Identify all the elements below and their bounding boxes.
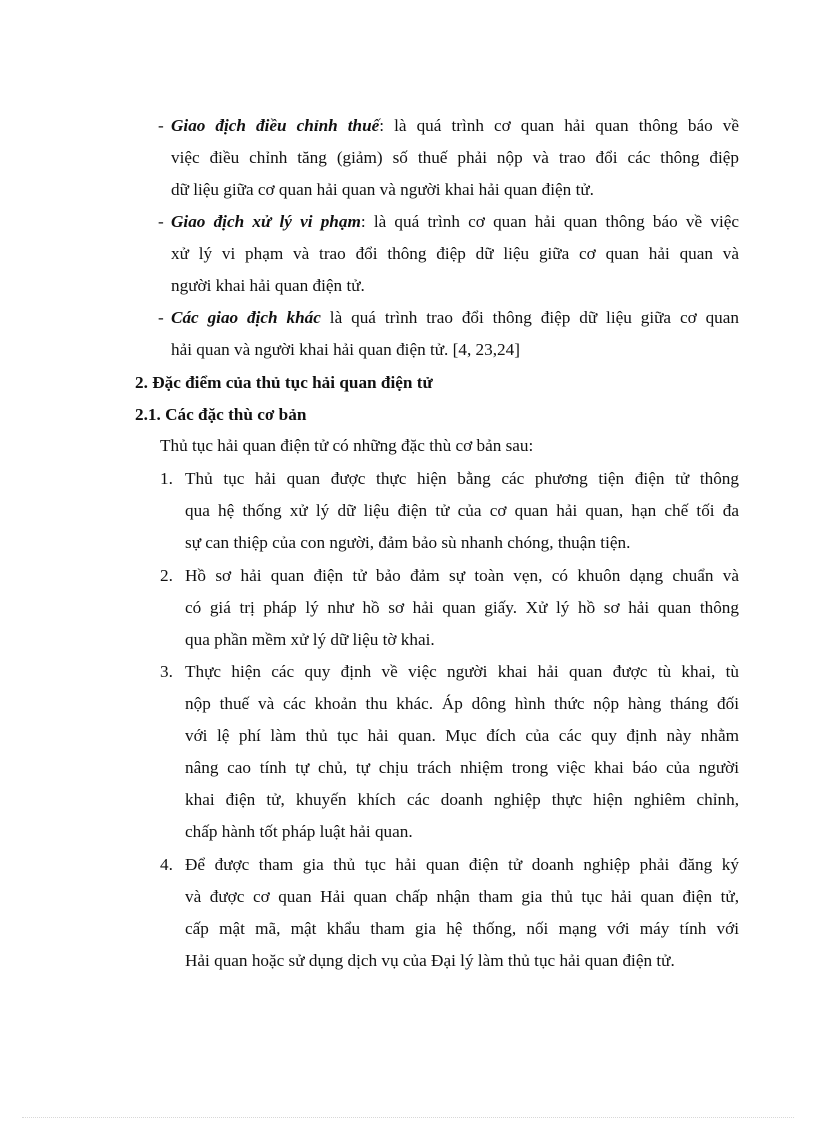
- bullet-dash: -: [158, 116, 164, 135]
- list-line: và được cơ quan Hải quan chấp nhận tham gia thủ tục hải quan điện tử,: [185, 887, 739, 906]
- subsection-heading: 2.1. Các đặc thù cơ bản: [135, 405, 307, 424]
- bullet-dash: -: [158, 308, 164, 327]
- page-bottom-divider: [22, 1117, 794, 1118]
- list-number: 3.: [160, 662, 173, 681]
- list-line: sự can thiệp của con người, đảm bảo sù nhanh chóng, thuận tiện.: [185, 533, 631, 552]
- list-line: có giá trị pháp lý như hồ sơ hải quan giấy. Xử lý hồ sơ hải quan thông: [185, 598, 739, 617]
- list-line: chấp hành tốt pháp luật hải quan.: [185, 822, 413, 841]
- list-line: khai điện tử, khuyến khích các doanh nghiệp thực hiện nghiêm chỉnh,: [185, 790, 739, 809]
- bullet-term: Các giao địch khác: [171, 308, 321, 327]
- section-heading: 2. Đặc điểm của thủ tục hải quan điện tử: [135, 373, 433, 392]
- list-line: qua phần mềm xử lý dữ liệu tờ khai.: [185, 630, 435, 649]
- bullet-text: : là quá trình cơ quan hải quan thông báo về: [379, 116, 739, 135]
- list-line: Thủ tục hải quan được thực hiện bằng các phương tiện điện tử thông: [185, 469, 739, 488]
- bullet-dash: -: [158, 212, 164, 231]
- bullet-line: [171, 308, 739, 328]
- bullet-line: việc điều chỉnh tăng (giảm) số thuế phải nộp và trao đổi các thông điệp: [171, 148, 739, 167]
- bullet-text: là quá trình trao đổi thông điệp dữ liệu giữa cơ quan: [320, 308, 739, 327]
- list-number: 1.: [160, 469, 173, 488]
- list-line: qua hệ thống xử lý dữ liệu điện tử của cơ quan hải quan, hạn chế tối đa: [185, 501, 739, 520]
- list-line: Hồ sơ hải quan điện tử bảo đảm sự toàn vẹn, có khuôn dạng chuẩn và: [185, 566, 739, 585]
- bullet-line: xử lý vi phạm và trao đổi thông điệp dữ liệu giữa cơ quan hải quan và: [171, 244, 739, 263]
- list-line: nộp thuế và các khoản thu khác. Áp dông hình thức nộp hàng tháng đối: [185, 694, 739, 713]
- bullet-line: [171, 116, 739, 136]
- list-line: nâng cao tính tự chủ, tự chịu trách nhiệm trong việc khai báo của người: [185, 758, 739, 777]
- bullet-term: Giao địch xử lý vi phạm: [171, 212, 361, 231]
- list-line: Thực hiện các quy định về việc người khai hải quan được tù khai, tù: [185, 662, 739, 681]
- list-line: Để được tham gia thủ tục hải quan điện tử doanh nghiệp phải đăng ký: [185, 855, 739, 874]
- bullet-line: [171, 212, 739, 232]
- bullet-line: dữ liệu giữa cơ quan hải quan và người khai hải quan điện tử.: [171, 180, 594, 199]
- bullet-line: người khai hải quan điện tử.: [171, 276, 365, 295]
- bullet-term: Giao địch điều chỉnh thuế: [171, 116, 380, 135]
- list-number: 2.: [160, 566, 173, 585]
- list-line: cấp mật mã, mật khẩu tham gia hệ thống, nối mạng với máy tính với: [185, 919, 739, 938]
- list-number: 4.: [160, 855, 173, 874]
- list-line: với lệ phí làm thủ tục hải quan. Mục đích của các quy định này nhằm: [185, 726, 739, 745]
- list-line: Hải quan hoặc sử dụng dịch vụ của Đại lý làm thủ tục hải quan điện tử.: [185, 951, 675, 970]
- bullet-text: : là quá trình cơ quan hải quan thông báo về việc: [360, 212, 739, 231]
- intro-paragraph: Thủ tục hải quan điện tử có những đặc thù cơ bản sau:: [160, 436, 534, 455]
- bullet-line: hải quan và người khai hải quan điện tử. [4, 23,24]: [171, 340, 520, 359]
